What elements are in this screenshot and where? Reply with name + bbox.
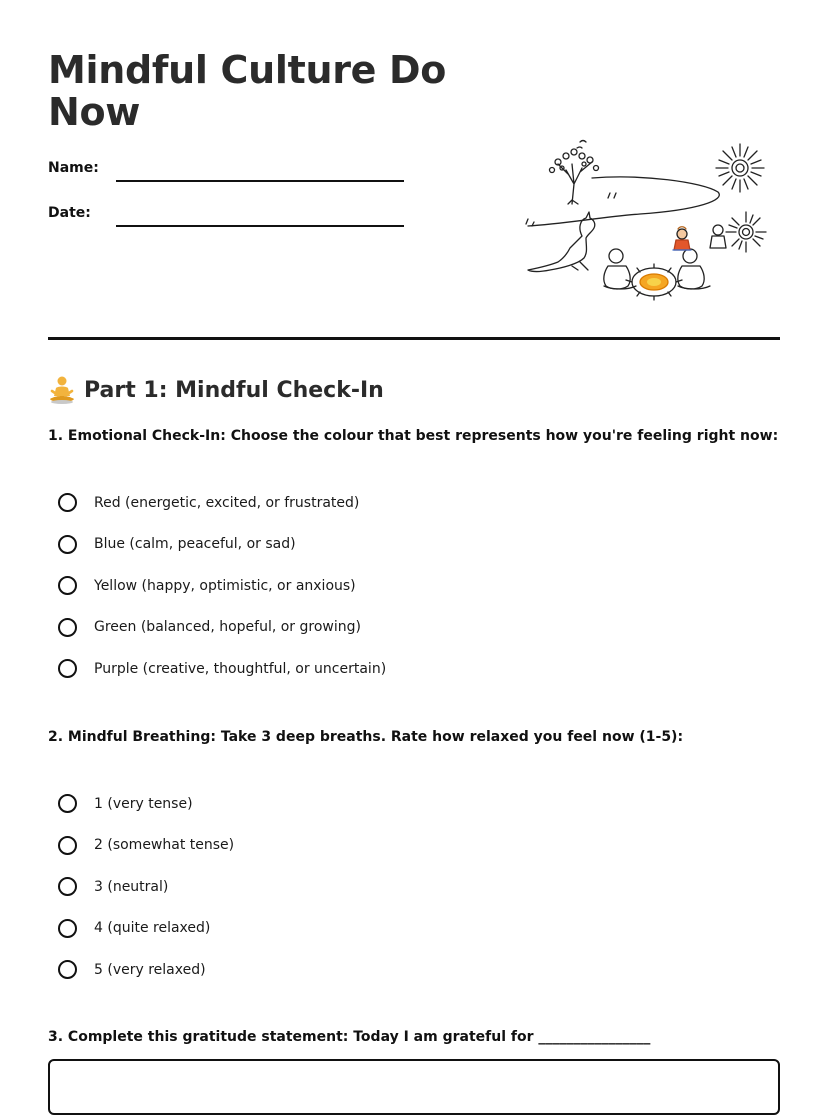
q2-option-1[interactable] [58,783,234,825]
worksheet-page [48,0,780,1118]
page-title: Mindful Culture Do Now [48,48,447,134]
radio-button[interactable] [58,877,77,896]
q2-option-2[interactable] [58,825,234,867]
date-field[interactable] [116,225,404,227]
q1-option-yellow[interactable] [58,565,386,607]
q2-option-3[interactable] [58,866,234,908]
q1-option-green[interactable] [58,607,386,649]
radio-button[interactable] [58,576,77,595]
part1-heading [48,374,384,406]
option-label: 5 (very relaxed) [94,961,206,978]
radio-button[interactable] [58,794,77,813]
question-2-text: 2. Mindful Breathing: Take 3 deep breaths. Rate how relaxed you feel now (1-5): [48,729,684,745]
radio-button[interactable] [58,493,77,512]
option-label: Blue (calm, peaceful, or sad) [94,536,296,553]
question-3-text: 3. Complete this gratitude statement: Today I am grateful for ________________ [48,1029,651,1045]
mindful-scene-illustration-icon [522,134,772,306]
q2-option-5[interactable] [58,949,234,991]
part1-heading-text: Part 1: Mindful Check-In [84,377,384,403]
option-label: Green (balanced, hopeful, or growing) [94,619,361,636]
q1-option-red[interactable] [58,482,386,524]
section-divider [48,337,780,340]
radio-button[interactable] [58,618,77,637]
option-label: Purple (creative, thoughtful, or uncertain) [94,660,387,677]
q1-option-blue[interactable] [58,524,386,566]
option-label: 1 (very tense) [94,795,193,812]
name-label: Name: [48,160,99,176]
question-1-options [58,482,386,690]
gratitude-answer-input[interactable] [48,1059,780,1115]
date-label: Date: [48,205,91,221]
option-label: 2 (somewhat tense) [94,837,235,854]
radio-button[interactable] [58,659,77,678]
radio-button[interactable] [58,535,77,554]
option-label: 4 (quite relaxed) [94,920,211,937]
question-2-options [58,783,234,991]
option-label: 3 (neutral) [94,878,169,895]
radio-button[interactable] [58,960,77,979]
radio-button[interactable] [58,836,77,855]
question-1-text: 1. Emotional Check-In: Choose the colour that best represents how you're feeling right now: [48,428,779,444]
option-label: Yellow (happy, optimistic, or anxious) [94,577,356,594]
radio-button[interactable] [58,919,77,938]
q1-option-purple[interactable] [58,648,386,690]
q2-option-4[interactable] [58,908,234,950]
person-in-lotus-position-icon [48,375,76,405]
option-label: Red (energetic, excited, or frustrated) [94,494,360,511]
name-field[interactable] [116,180,404,182]
